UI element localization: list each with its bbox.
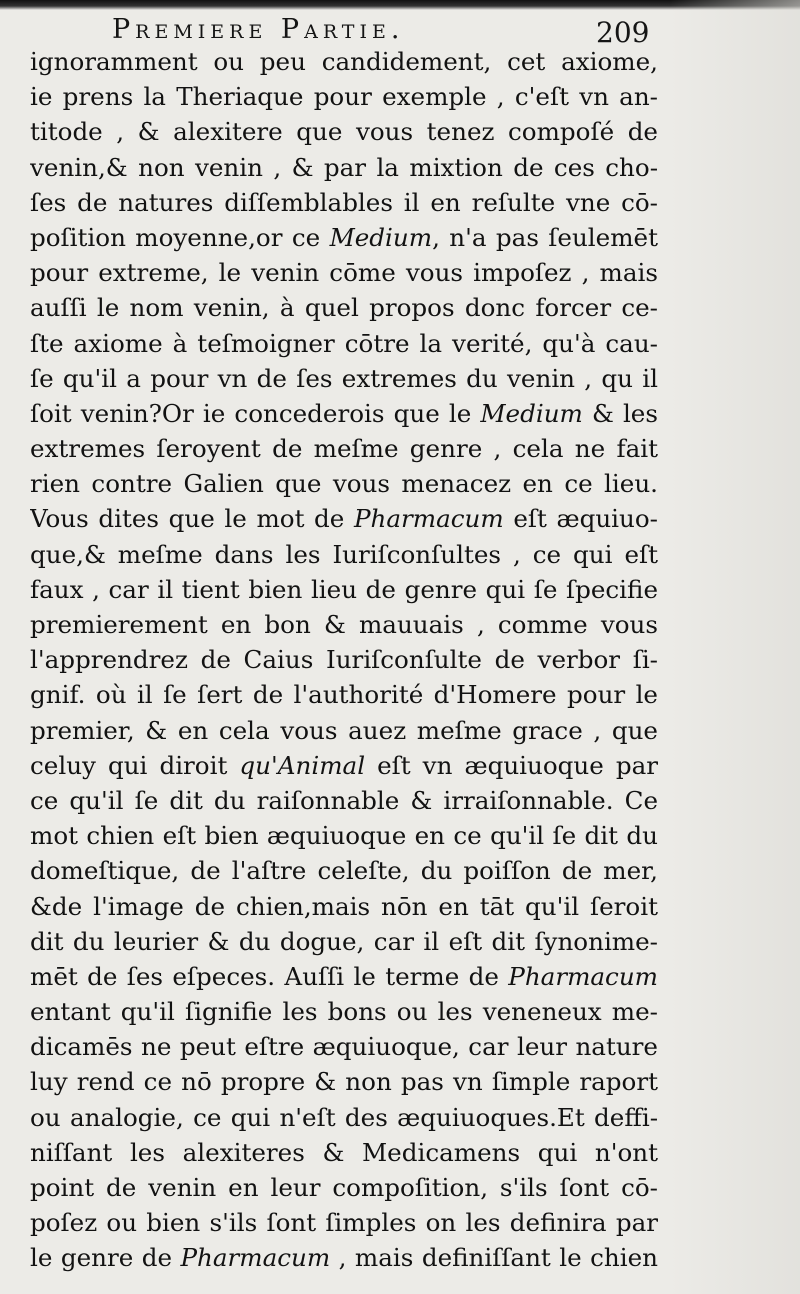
text-line: domeſtique, de l'aſtre celeſte, du poiſſon de mer, <box>30 856 658 886</box>
text-line: celuy qui diroit qu'Animal eſt vn æquiuoque par <box>30 750 658 780</box>
text-line: le genre de Pharmacum , mais definiſſant le chien <box>30 1243 658 1273</box>
text-line: entant qu'il ſignifie les bons ou les veneneux me- <box>30 997 658 1027</box>
text-line: Vous dites que le mot de Pharmacum eſt æquiuo- <box>30 504 658 534</box>
text-line: premier, & en cela vous auez meſme grace , que <box>30 715 658 745</box>
text-line: ſte axiome à teſmoigner cōtre la verité, qu'à cau- <box>30 328 658 358</box>
text-line: ou analogie, ce qui n'eſt des æquiuoques.Et deffi- <box>30 1102 658 1132</box>
text-line: l'apprendrez de Caius Iuriſconſulte de verbor ſi- <box>30 645 658 675</box>
text-line: poſition moyenne,or ce Medium, n'a pas ſeulemēt <box>30 222 658 252</box>
text-line: que,& meſme dans les Iuriſconſultes , ce qui eſt <box>30 539 658 569</box>
text-line: dit du leurier & du dogue, car il eſt dit ſynonime- <box>30 926 658 956</box>
right-margin <box>670 0 800 1294</box>
text-line: extremes ſeroyent de meſme genre , cela ne fait <box>30 434 658 464</box>
text-line: point de venin en leur compoſition, s'ils ſont cō- <box>30 1173 658 1202</box>
text-line: mēt de ſes eſpeces. Auſſi le terme de Pharmacum <box>30 961 658 991</box>
text-line: mot chien eſt bien æquiuoque en ce qu'il ſe dit du <box>30 821 658 851</box>
text-line: ie prens la Theriaque pour exemple , c'eſt vn an- <box>30 82 658 112</box>
text-line: poſez ou bien s'ils ſont ſimples on les definira par <box>30 1208 658 1238</box>
text-line: ſes de natures diſſemblables il en reſulte vne cō- <box>30 187 658 217</box>
text-line: &de l'image de chien,mais nōn en tāt qu'il ſeroit <box>30 891 658 921</box>
running-title: Premiere Partie. <box>112 14 405 45</box>
text-line: pour extreme, le venin cōme vous impoſez , mais <box>30 258 658 288</box>
text-line: ignoramment ou peu candidement, cet axiome, <box>30 47 658 76</box>
text-line: ſoit venin?Or ie concederois que le Medium & les <box>30 398 658 428</box>
text-line: luy rend ce nō propre & non pas vn ſimple raport <box>30 1067 658 1097</box>
page-number: 209 <box>596 16 650 49</box>
text-line: dicamēs ne peut eſtre æquiuoque, car leur nature <box>30 1032 658 1062</box>
body-text <box>30 44 658 1276</box>
text-line: rien contre Galien que vous menacez en ce lieu. <box>30 469 658 499</box>
text-line: faux , car il tient bien lieu de genre qui ſe ſpecifie <box>30 574 658 604</box>
text-line: premierement en bon & mauuais , comme vous <box>30 610 658 639</box>
text-line: ſe qu'il a pour vn de ſes extremes du venin , qu il <box>30 363 658 393</box>
text-line: ce qu'il ſe dit du raiſonnable & irraiſonnable. Ce <box>30 785 658 815</box>
text-line: venin,& non venin , & par la mixtion de ces cho- <box>30 152 658 182</box>
text-line: auſſi le nom venin, à quel propos donc forcer ce- <box>30 293 658 323</box>
text-line: gnif. où il ſe ſert de l'authorité d'Homere pour le <box>30 680 658 710</box>
text-line: titode , & alexitere que vous tenez compoſé de <box>30 117 658 147</box>
text-line: niſſant les alexiteres & Medicamens qui n'ont <box>30 1137 658 1167</box>
